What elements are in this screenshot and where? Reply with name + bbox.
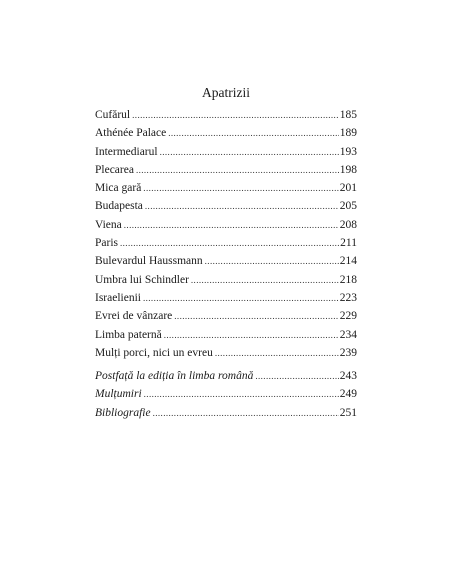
toc-entry-title: Mica gară	[95, 182, 142, 195]
toc-entry-page: 211	[340, 237, 357, 250]
toc-entry-page: 193	[339, 145, 357, 158]
dot-leader	[255, 367, 338, 385]
toc-entry	[95, 252, 357, 270]
toc-back-matter-entry	[95, 404, 357, 422]
dot-leader	[145, 197, 339, 215]
toc-entry	[95, 271, 357, 289]
toc-entry-page: 234	[339, 328, 357, 341]
dot-leader	[144, 385, 339, 403]
toc-entry-title: Umbra lui Schindler	[95, 273, 189, 286]
toc-entry-title: Bulevardul Haussmann	[95, 255, 203, 268]
toc-back-matter-entry	[95, 367, 357, 385]
toc-entry-page: 243	[339, 370, 357, 383]
dot-leader	[153, 404, 339, 422]
dot-leader	[205, 252, 339, 270]
toc-entry-page: 229	[339, 310, 357, 323]
toc-entry	[95, 106, 357, 124]
toc-entry-page: 201	[339, 182, 357, 195]
toc-entry-page: 223	[339, 291, 357, 304]
toc-entry-page: 249	[339, 388, 357, 401]
toc-entry	[95, 326, 357, 344]
toc-entry-title: Postfață la ediția în limba română	[95, 370, 254, 383]
dot-leader	[120, 234, 339, 252]
toc-entry-title: Intermediarul	[95, 145, 158, 158]
dot-leader	[164, 326, 339, 344]
toc-entry-page: 185	[339, 109, 357, 121]
toc-back-matter-entry	[95, 385, 357, 403]
section-title: Apatrizii	[202, 85, 250, 100]
table-of-contents	[95, 106, 357, 422]
toc-entry	[95, 143, 357, 161]
toc-entry-title: Limba paternă	[95, 328, 162, 341]
toc-entry-title: Mulțumiri	[95, 388, 142, 401]
toc-entry-page: 251	[339, 406, 357, 419]
toc-entry-title: Mulți porci, nici un evreu	[95, 346, 213, 359]
dot-leader	[132, 106, 339, 124]
toc-entry-title: Paris	[95, 237, 118, 250]
toc-entry	[95, 234, 357, 252]
toc-entry-title: Bibliografie	[95, 406, 151, 419]
toc-entry-page: 205	[339, 200, 357, 213]
toc-entry-page: 218	[339, 273, 357, 286]
dot-leader	[136, 161, 339, 179]
toc-entry-page: 198	[339, 163, 357, 176]
dot-leader	[191, 271, 339, 289]
toc-entry	[95, 307, 357, 325]
dot-leader	[160, 143, 339, 161]
toc-entry-title: Athénée Palace	[95, 127, 167, 140]
toc-entry-page: 214	[339, 255, 357, 268]
toc-entry-title: Viena	[95, 218, 122, 231]
toc-entry	[95, 124, 357, 142]
toc-entry-page: 208	[339, 218, 357, 231]
toc-entry	[95, 197, 357, 215]
dot-leader	[215, 344, 339, 362]
dot-leader	[143, 179, 338, 197]
toc-entry	[95, 344, 357, 362]
dot-leader	[124, 216, 339, 234]
toc-entry	[95, 179, 357, 197]
toc-entry-title: Plecarea	[95, 163, 134, 176]
dot-leader	[143, 289, 339, 307]
toc-entry	[95, 161, 357, 179]
toc-entry-title: Israelienii	[95, 291, 141, 304]
toc-entry	[95, 289, 357, 307]
dot-leader	[168, 124, 339, 142]
toc-entry-page: 189	[339, 127, 357, 140]
toc-entry	[95, 216, 357, 234]
toc-entry-page: 239	[339, 346, 357, 359]
dot-leader	[174, 307, 338, 325]
toc-entry-title: Budapesta	[95, 200, 143, 213]
toc-entry-title: Cufărul	[95, 109, 131, 121]
toc-entry-title: Evrei de vânzare	[95, 310, 173, 323]
